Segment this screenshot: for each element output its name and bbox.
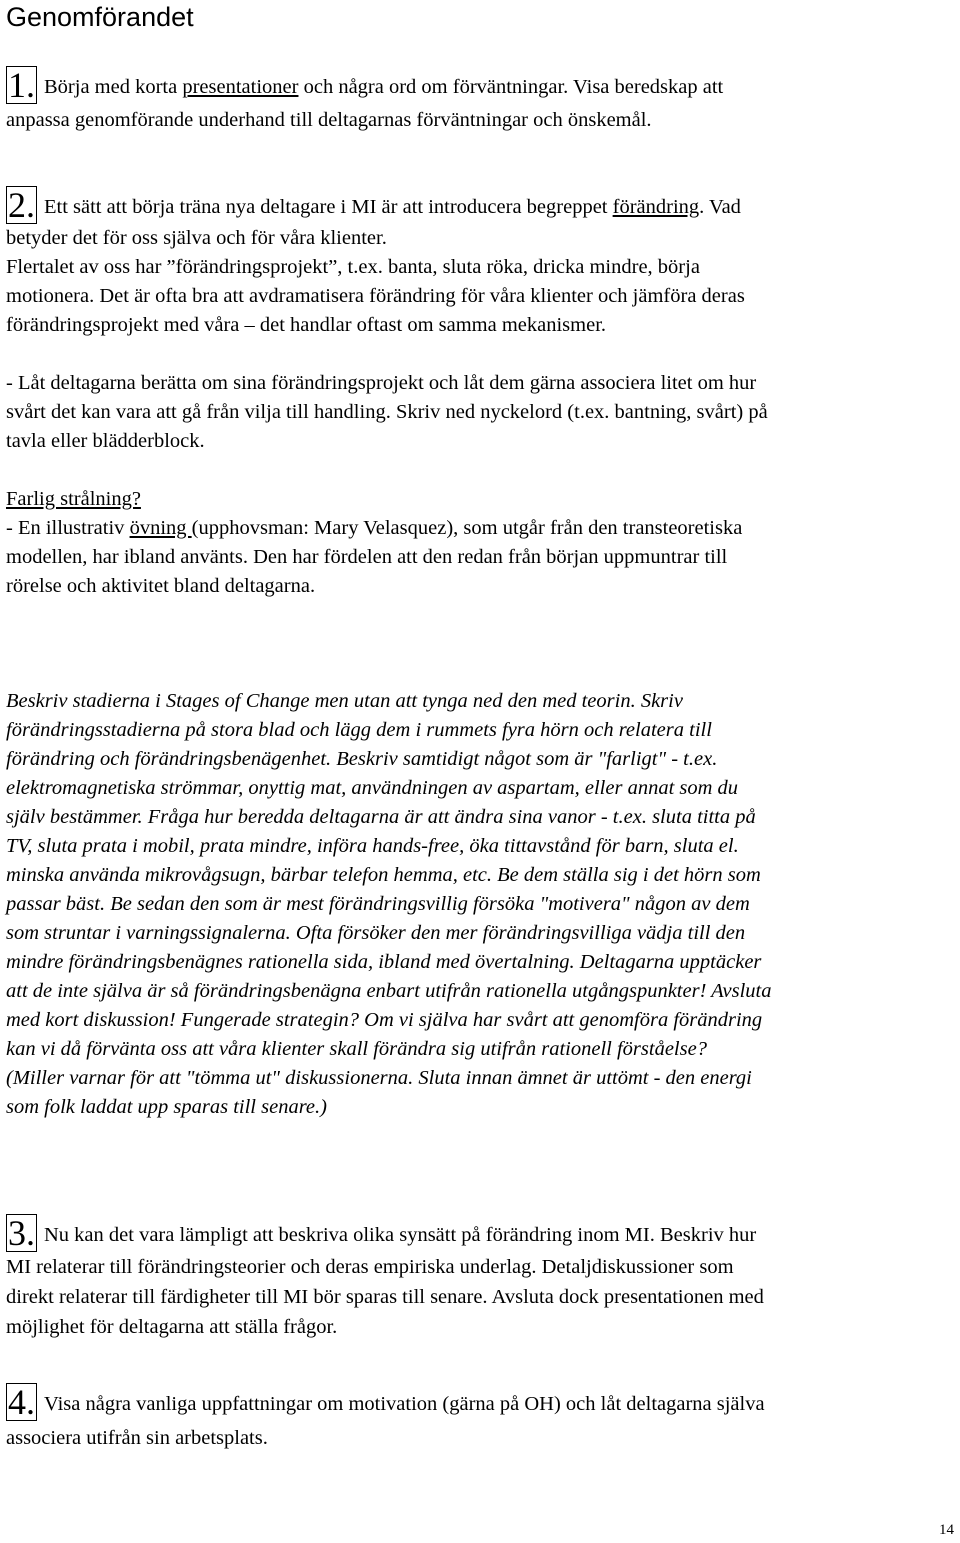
forandring-link[interactable]: förändring bbox=[612, 196, 700, 218]
item-number: 1. bbox=[8, 65, 35, 105]
item-3 bbox=[6, 1214, 764, 1342]
item-text-line: anpassa genomförande underhand till deltagarnas förväntningar och önskemål. bbox=[6, 109, 652, 131]
italic-line: elektromagnetiska strömmar, onyttig mat, användningen av aspartam, eller annat som du bbox=[6, 777, 739, 799]
paragraph-text: (upphovsman: Mary Velasquez), som utgår från den transteoretiska bbox=[191, 517, 743, 539]
paragraph-line: - Låt deltagarna berätta om sina förändringsprojekt och låt dem gärna associera litet om hur bbox=[6, 372, 757, 394]
italic-line: förändring och förändringsbenägenhet. Beskriv samtidigt något som är "farligt" - t.ex. bbox=[6, 748, 718, 770]
item-text-line: MI relaterar till förändringsteorier och deras empiriska underlag. Detaljdiskussioner som bbox=[6, 1256, 734, 1278]
italic-line: mindre förändringsbenägnes rationella sida, ibland med övertalning. Deltagarna upptäcker bbox=[6, 951, 762, 973]
italic-line: att de inte själva är så förändringsbenägna enbart utifrån rationella utgångspunkter! Avsluta bbox=[6, 980, 772, 1002]
paragraph-line: svårt det kan vara att gå från vilja till handling. Skriv ned nyckelord (t.ex. bantning, svårt) på bbox=[6, 401, 768, 423]
item-text-line: associera utifrån sin arbetsplats. bbox=[6, 1427, 268, 1449]
italic-line: minska använda mikrovågsugn, bärbar telefon hemma, etc. Be dem ställa sig i det hörn som bbox=[6, 864, 761, 886]
paragraph-line: tavla eller blädderblock. bbox=[6, 430, 205, 452]
italic-line: själv bestämmer. Fråga hur beredda deltagarna är att ändra sina vanor - t.ex. sluta titta på bbox=[6, 806, 756, 828]
paragraph-text: - En illustrativ bbox=[6, 517, 130, 539]
farlig-stralning-section bbox=[6, 485, 742, 601]
item-text: och några ord om förväntningar. Visa beredskap att bbox=[298, 76, 724, 98]
exercise-description bbox=[6, 687, 772, 1122]
item-text-line: Flertalet av oss har ”förändringsprojekt”, t.ex. banta, sluta röka, dricka mindre, börja bbox=[6, 256, 700, 278]
paragraph-line: rörelse och aktivitet bland deltagarna. bbox=[6, 575, 316, 597]
italic-line: passar bäst. Be sedan den som är mest förändringsvillig försöka "motivera" någon av dem bbox=[6, 893, 750, 915]
italic-line: förändringsstadierna på stora blad och lägg dem i rummets fyra hörn och relatera till bbox=[6, 719, 712, 741]
italic-line: kan vi då förvänta oss att våra klienter skall förändra sig utifrån rationell förståelse? bbox=[6, 1038, 707, 1060]
item-1 bbox=[6, 66, 723, 136]
item-text: Visa några vanliga uppfattningar om motivation (gärna på OH) och låt deltagarna själva bbox=[44, 1393, 765, 1415]
italic-line: TV, sluta prata i mobil, prata mindre, införa hands-free, öka tittavstånd för barn, sluta el. bbox=[6, 835, 739, 857]
italic-line: som folk laddat upp sparas till senare.) bbox=[6, 1096, 327, 1118]
farlig-stralning-link[interactable]: Farlig strålning? bbox=[6, 488, 141, 510]
item-text-line: förändringsprojekt med våra – det handlar oftast om samma mekanismer. bbox=[6, 314, 607, 336]
item-text-line: direkt relaterar till färdigheter till MI bör sparas till senare. Avsluta dock presentationen med bbox=[6, 1286, 764, 1308]
deltagarna-paragraph bbox=[6, 369, 768, 456]
item-text: . Vad bbox=[699, 196, 741, 218]
item-number: 2. bbox=[8, 185, 35, 225]
item-text: Börja med korta bbox=[44, 76, 183, 98]
italic-line: (Miller varnar för att "tömma ut" diskussionerna. Sluta innan ämnet är uttömt - den energi bbox=[6, 1067, 752, 1089]
item-text-line: motionera. Det är ofta bra att avdramatisera förändring för våra klienter och jämföra deras bbox=[6, 285, 745, 307]
ovning-link[interactable]: övning bbox=[129, 517, 192, 539]
page-number: 14 bbox=[939, 1522, 954, 1538]
presentationer-link[interactable]: presentationer bbox=[182, 76, 299, 98]
italic-line: med kort diskussion! Fungerade strategin? Om vi själva har svårt att genomföra förändring bbox=[6, 1009, 763, 1031]
item-number: 4. bbox=[8, 1382, 35, 1422]
item-text: Ett sätt att börja träna nya deltagare i MI är att introducera begreppet bbox=[44, 196, 613, 218]
item-text: Nu kan det vara lämpligt att beskriva olika synsätt på förändring inom MI. Beskriv hur bbox=[44, 1224, 757, 1246]
item-text-line: betyder det för oss själva och för våra klienter. bbox=[6, 227, 387, 249]
italic-line: Beskriv stadierna i Stages of Change men utan att tynga ned den med teorin. Skriv bbox=[6, 690, 683, 712]
item-4 bbox=[6, 1383, 765, 1455]
item-2 bbox=[6, 186, 745, 340]
paragraph-line: modellen, har ibland använts. Den har fördelen att den redan från början uppmuntrar till bbox=[6, 546, 728, 568]
item-number: 3. bbox=[8, 1213, 35, 1253]
italic-line: som struntar i varningssignalerna. Ofta försöker den mer förändringsvilliga vädja till den bbox=[6, 922, 746, 944]
page-title: Genomförandet bbox=[6, 2, 194, 32]
item-text-line: möjlighet för deltagarna att ställa frågor. bbox=[6, 1316, 338, 1338]
